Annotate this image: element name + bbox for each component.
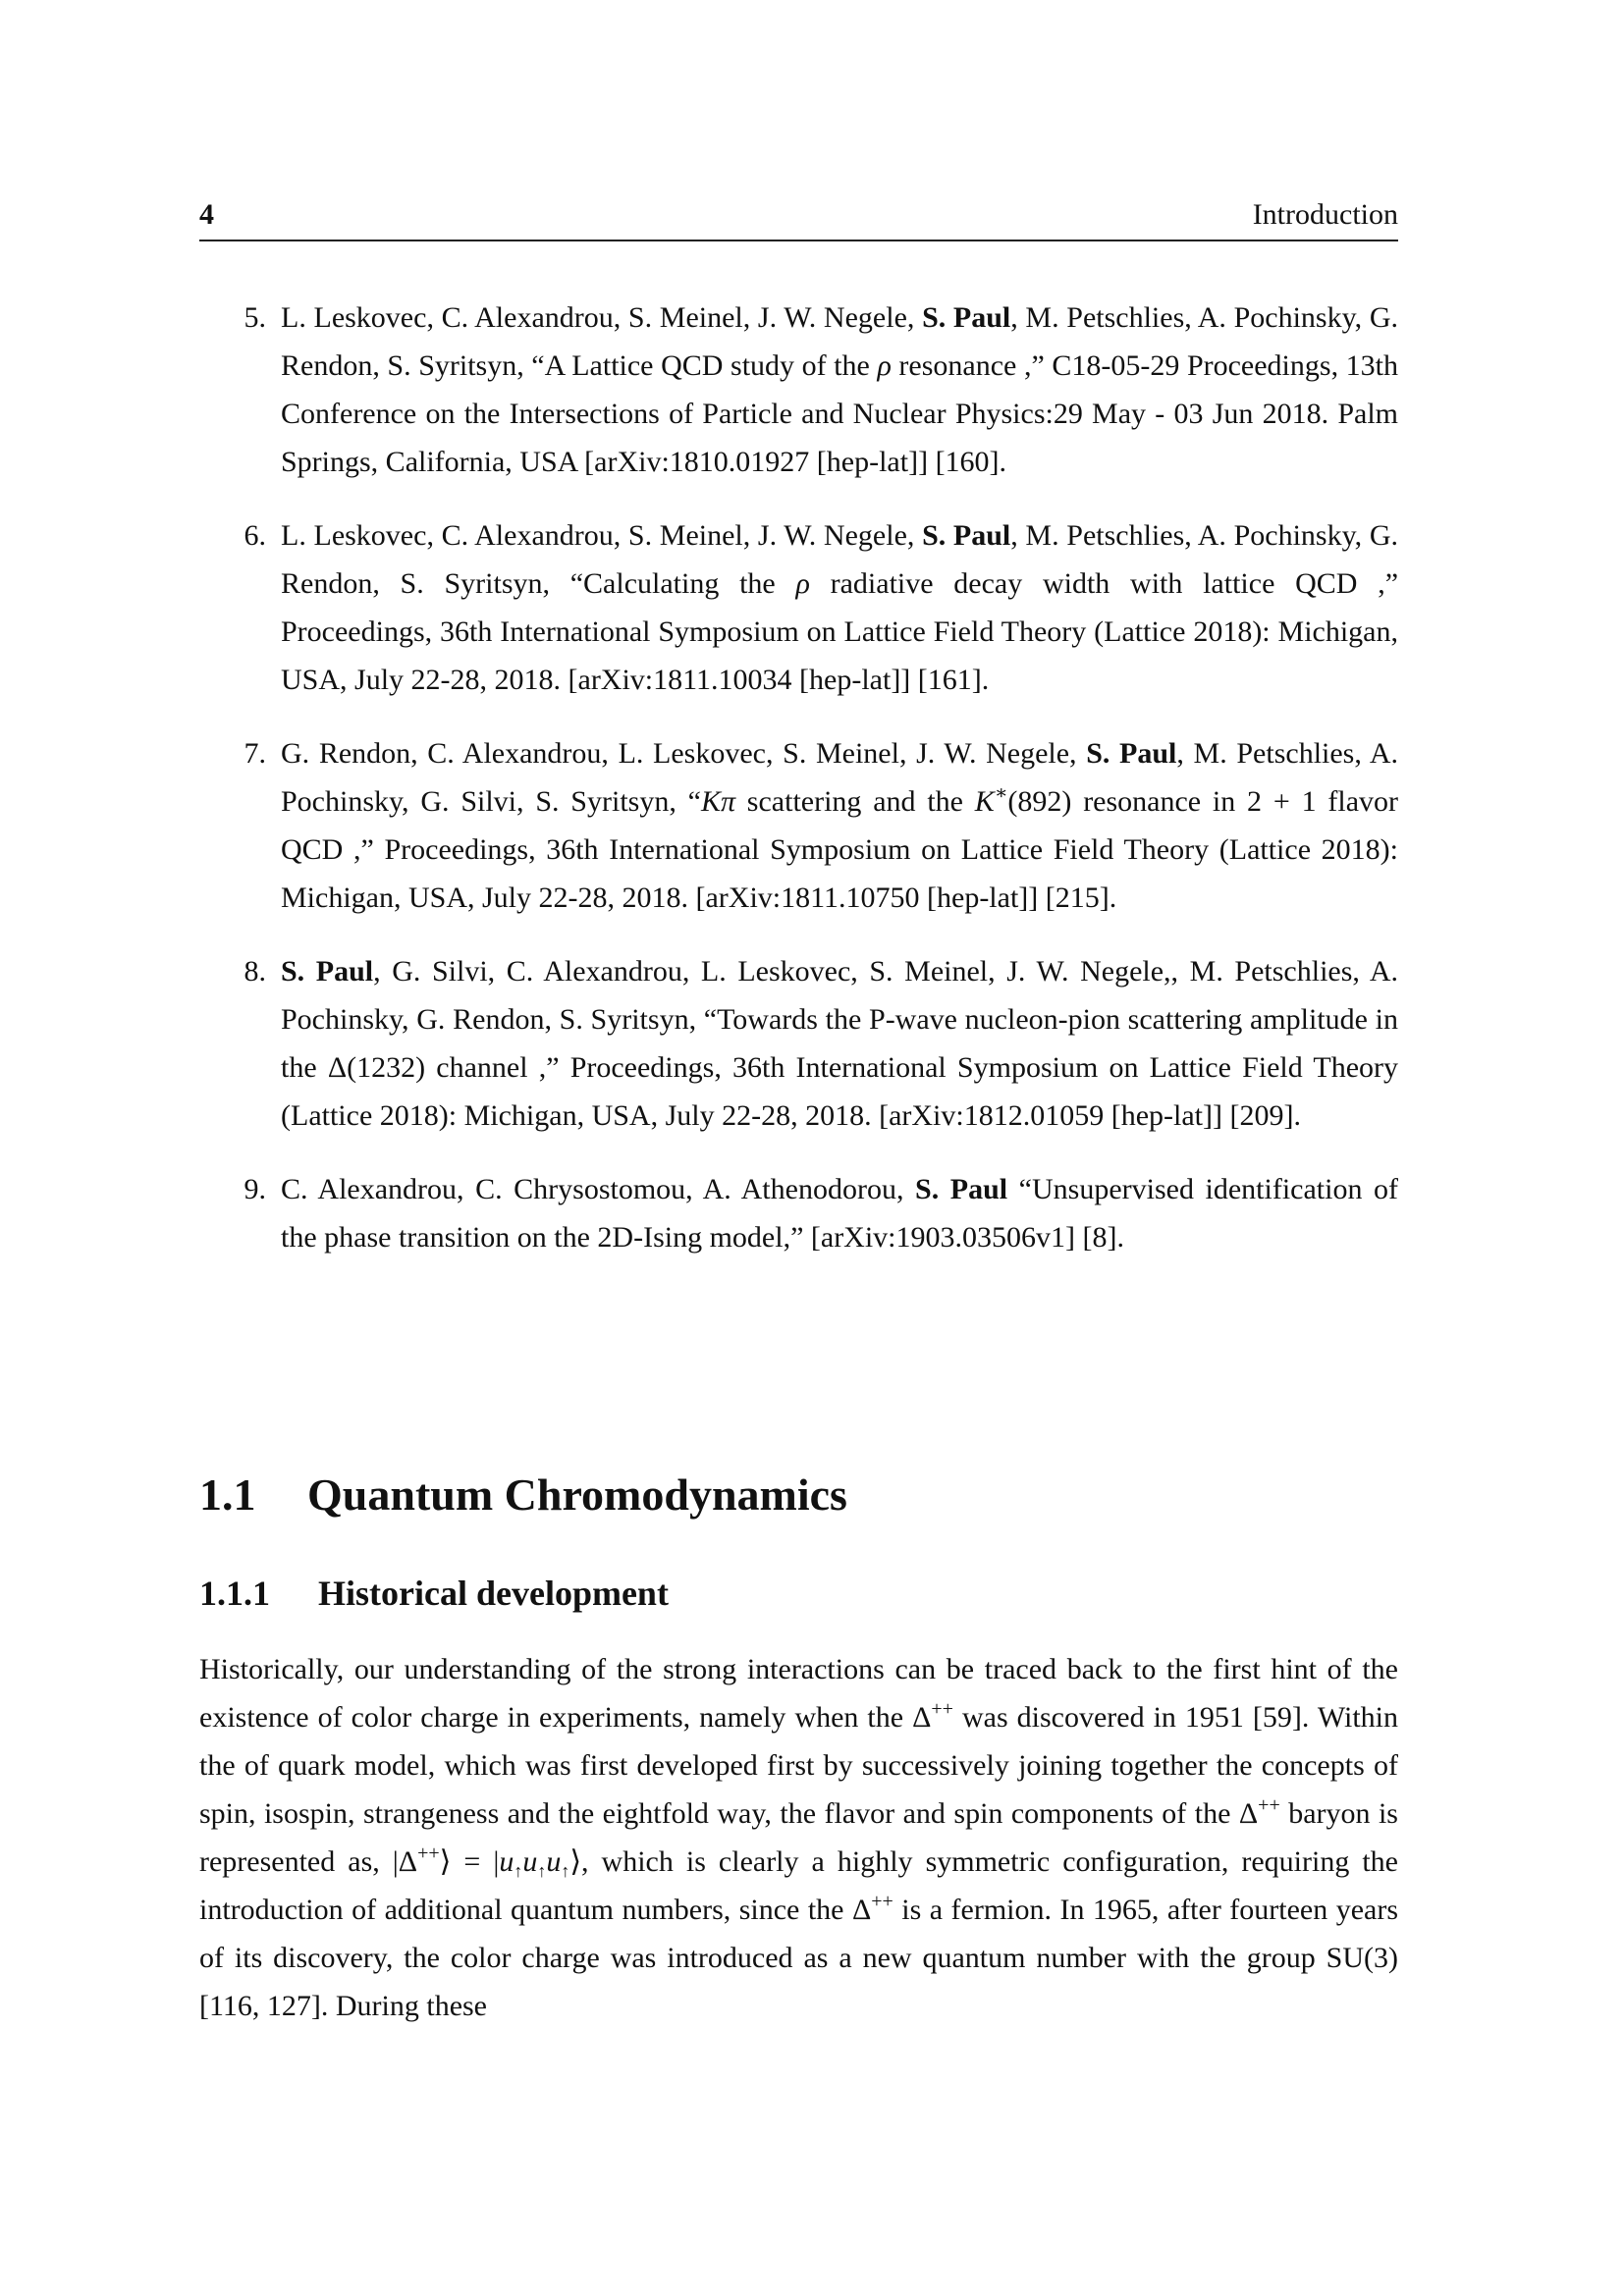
math-run: ∗ [994,782,1008,804]
text-run: C. Alexandrou, C. Chrysostomou, A. Athenodorou, [281,1173,916,1205]
text-run: , M. Petschlies, A. Pochinsky, G. Rendon, S. Syritsyn, “Calculating the [281,519,1398,600]
publication-item [199,947,1398,1140]
text-run: , M. Petschlies, A. Pochinsky, G. Rendon, S. Syritsyn, “A Lattice QCD study of the [281,301,1398,382]
text-run: G. Rendon, C. Alexandrou, L. Leskovec, S. Meinel, J. W. Negele, [281,737,1087,770]
text-run: , M. Petschlies, A. Pochinsky, G. Silvi, S. Syritsyn, “ [281,737,1399,818]
page-number: 4 [199,198,214,231]
author-highlight: S. Paul [1086,737,1177,770]
author-highlight: S. Paul [922,519,1011,552]
text-run: baryon is represented as, |Δ [199,1797,1398,1878]
text-run: L. Leskovec, C. Alexandrou, S. Meinel, J. W. Negele, [281,519,923,552]
math-run: Kπ [700,785,735,818]
text-run: L. Leskovec, C. Alexandrou, S. Meinel, J. W. Negele, [281,301,923,334]
math-run: ++ [417,1842,440,1864]
text-run: “Unsupervised identification of the phase transition on the 2D-Ising model,” [arXiv:1903.03506v1] [8]. [281,1173,1399,1254]
text-run: radiative decay width with lattice QCD ,” Proceedings, 36th International Symposium on Lattice Field Theory (Lattice 2018): Michigan, USA, July 22-28, 2018. [arXiv:1811.10034 [hep-lat]] [161]. [281,567,1399,696]
text-run: , G. Silvi, C. Alexandrou, L. Leskovec, S. Meinel, J. W. Negele,, M. Petschlies, A. Pochinsky, G. Rendon, S. Syritsyn, “Towards the P-wave nucleon-pion scattering amplitude in the Δ(1232) channel ,” Proceedings, 36th International Symposium on Lattice Field Theory (Lattice 2018): Michigan, USA, July 22-28, 2018. [arXiv:1812.01059 [hep-lat]] [209]. [281,955,1398,1132]
publication-item [199,1165,1398,1261]
publication-item [199,729,1398,922]
running-title: Introduction [1252,198,1398,231]
item-number: 7. [244,737,266,770]
math-run: u [499,1845,514,1878]
math-run: ρ [877,349,892,382]
author-highlight: S. Paul [922,301,1011,334]
math-run: ++ [931,1698,953,1720]
math-run: u [546,1845,562,1878]
author-highlight: S. Paul [915,1173,1008,1205]
publication-item [199,511,1398,704]
math-run: u [522,1845,538,1878]
item-number: 9. [244,1173,266,1205]
subsection-heading [199,1573,669,1614]
math-run: ++ [1258,1794,1280,1816]
math-run: ↑ [537,1861,547,1881]
publication-list [199,294,1398,1287]
author-highlight: S. Paul [281,955,374,988]
item-number: 6. [244,519,266,552]
text-run: Historically, our understanding of the strong interactions can be traced back to the first hint of the existence of color charge in experiments, namely when the Δ [199,1653,1398,1734]
section-number: 1.1 [199,1469,256,1520]
publication-item [199,294,1398,486]
text-run: (892) resonance in 2 + 1 flavor QCD ,” Proceedings, 36th International Symposium on Lattice Field Theory (Lattice 2018): Michigan, USA, July 22-28, 2018. [arXiv:1811.10750 [hep-lat]] [215]. [281,785,1399,914]
text-run: ⟩ = | [439,1845,500,1878]
subsection-number: 1.1.1 [199,1574,270,1613]
item-number: 8. [244,955,266,988]
math-run: K [974,785,995,818]
text-run: is a fermion. In 1965, after fourteen years of its discovery, the color charge was introduced as a new quantum number with the group SU(3) [116, 127]. During these [199,1894,1398,2022]
item-number: 5. [244,301,266,334]
text-run: ⟩, which is clearly a highly symmetric configuration, requiring the introduction of additional quantum numbers, since the Δ [199,1845,1398,1926]
page-header [199,194,1398,241]
subsection-title: Historical development [318,1574,669,1613]
text-run: resonance ,” C18-05-29 Proceedings, 13th Conference on the Intersections of Particle and Nuclear Physics:29 May - 03 Jun 2018. Palm Springs, California, USA [arXiv:1810.01927 [hep-lat]] [160]. [281,349,1398,478]
math-run: ++ [871,1891,893,1912]
text-run: scattering and the [735,785,975,818]
math-run: ρ [795,567,810,600]
section-heading [199,1468,847,1521]
math-run: ↑ [561,1861,570,1881]
section-title: Quantum Chromodynamics [307,1469,847,1520]
text-run: was discovered in 1951 [59]. Within the of quark model, which was first developed first by successively joining together the concepts of spin, isospin, strangeness and the eightfold way, the flavor and spin components of the Δ [199,1701,1398,1830]
math-run: ↑ [514,1861,523,1881]
body-paragraph [199,1645,1398,2030]
